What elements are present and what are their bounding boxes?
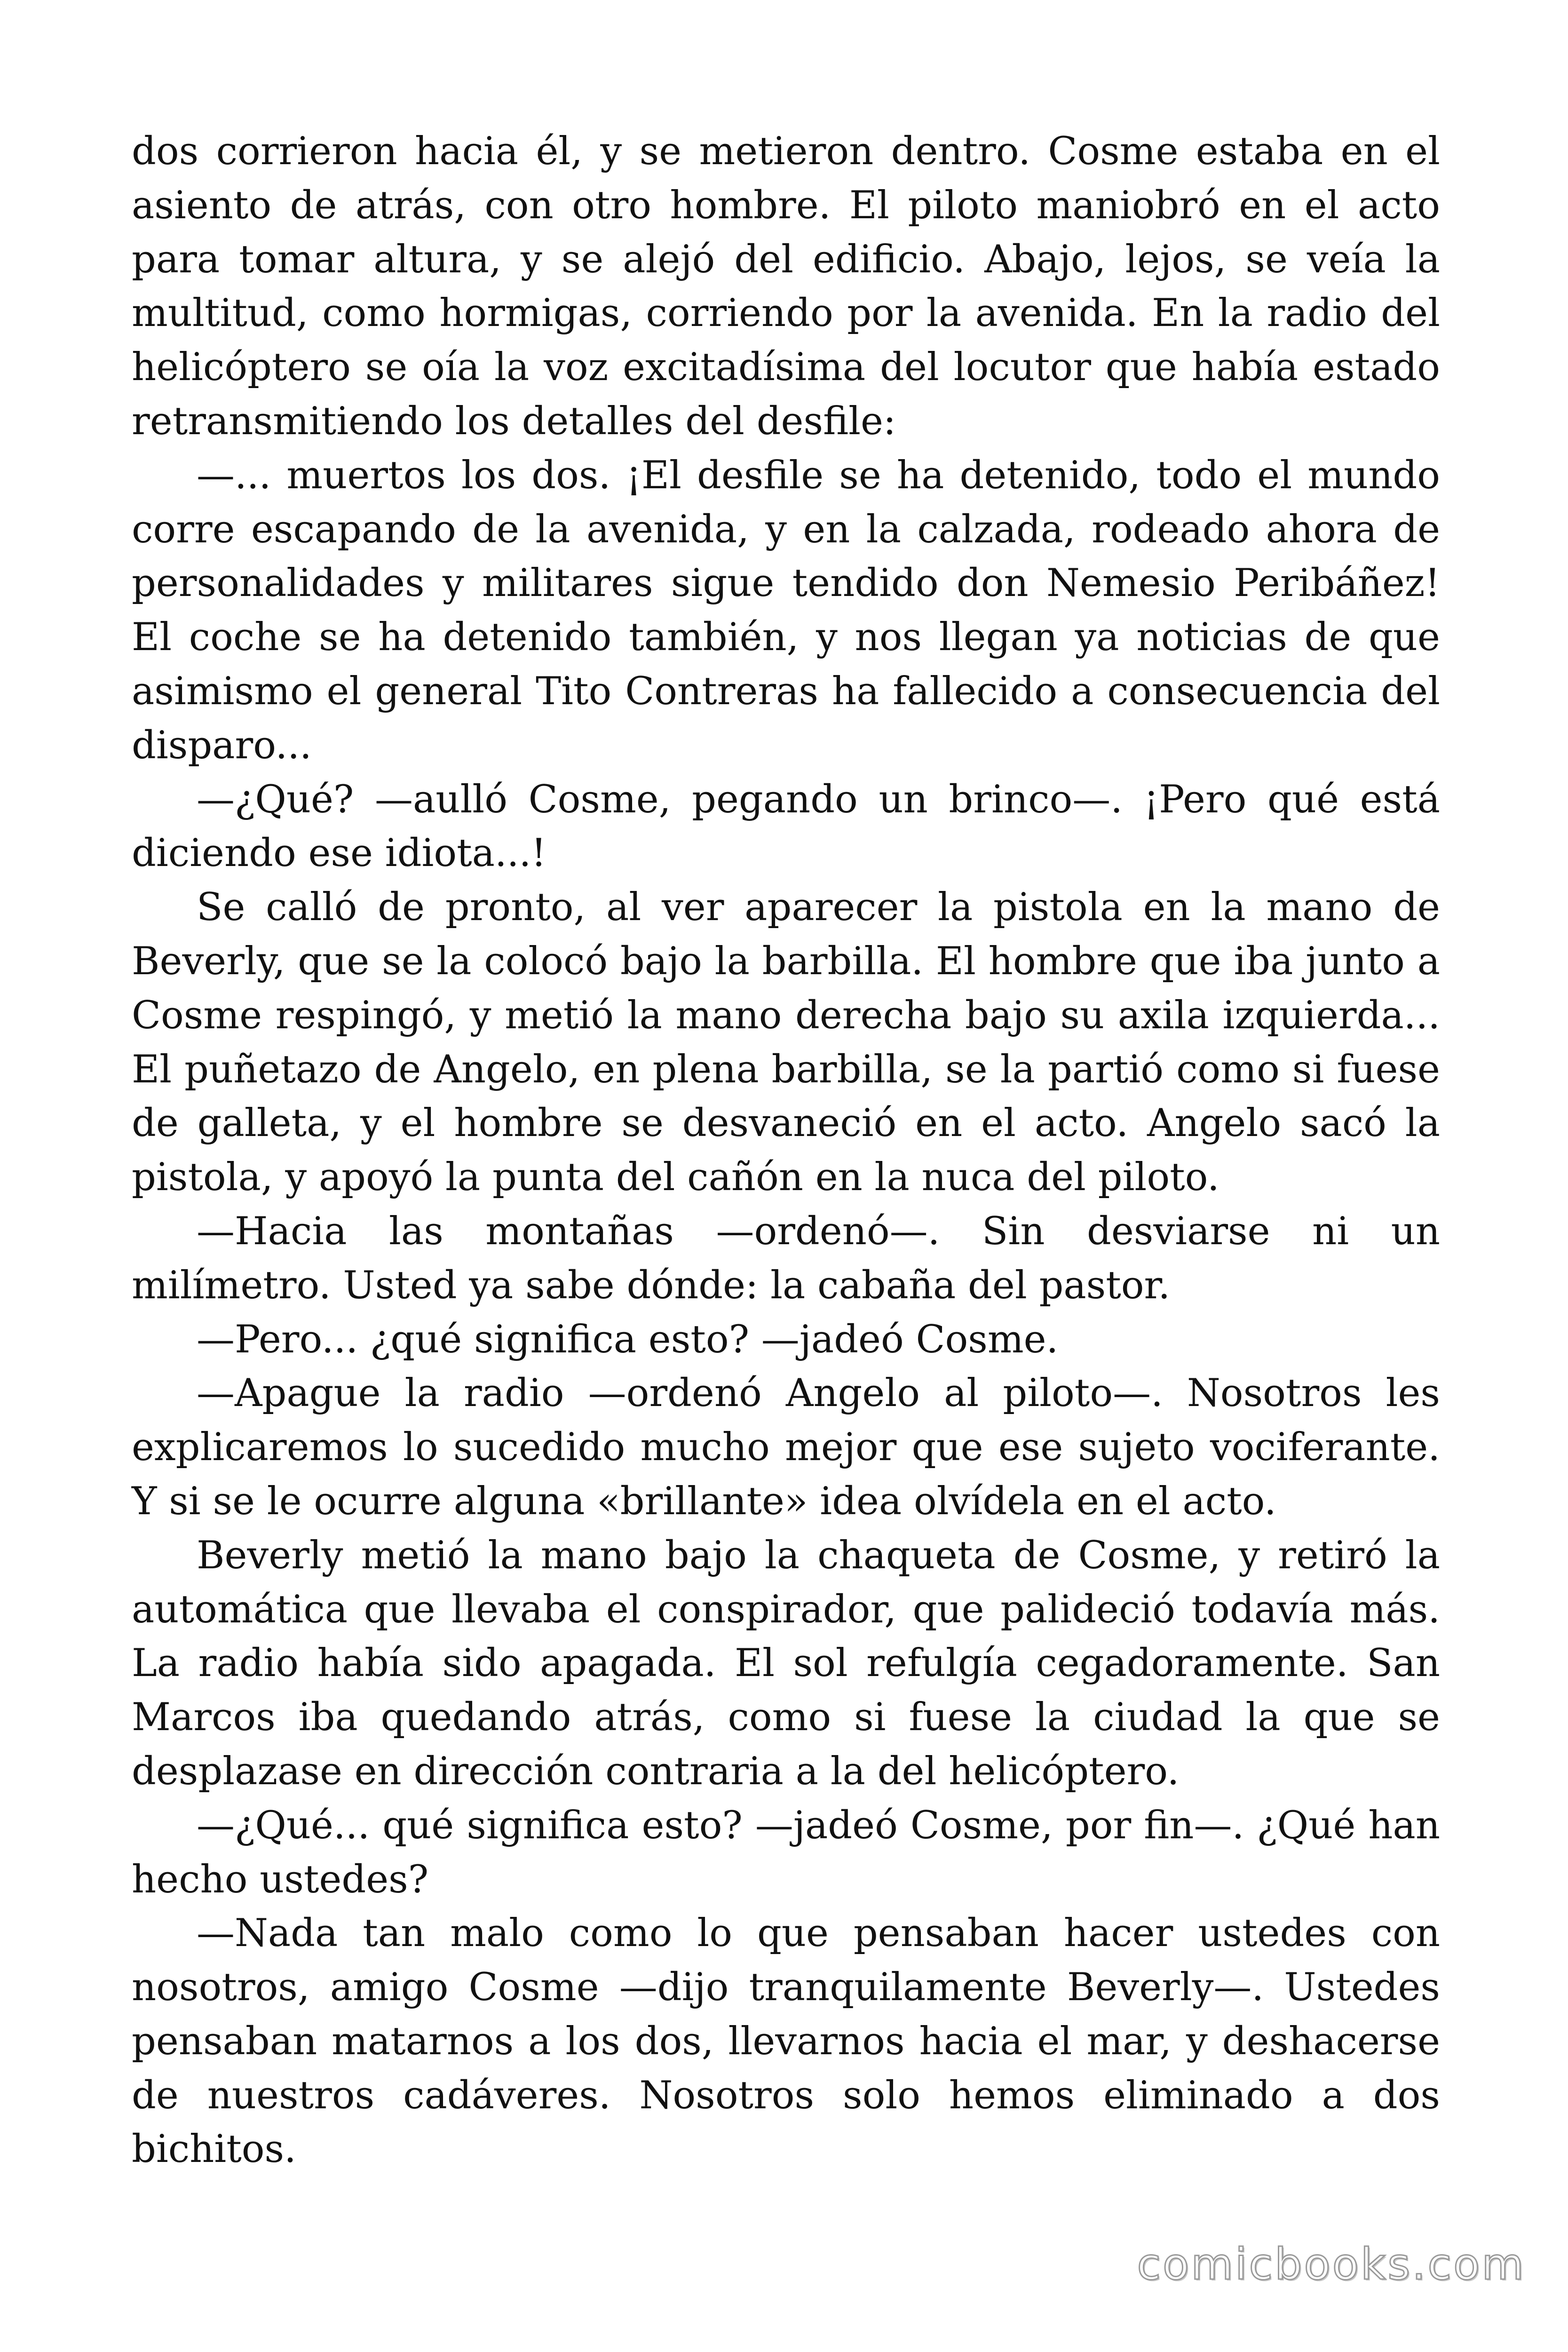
paragraph-7: —Apague la radio —ordenó Angelo al piloto—. Nosotros les explicaremos lo sucedido mucho mejor que ese sujeto vociferante. Y si se le ocurre alguna «brillante» idea olvídela en el acto. <box>132 1371 1440 1524</box>
paragraph-5: —Hacia las montañas —ordenó—. Sin desviarse ni un milímetro. Usted ya sabe dónde: la cabaña del pastor. <box>132 1209 1440 1308</box>
paragraph-8: Beverly metió la mano bajo la chaqueta de Cosme, y retiró la automática que llevaba el conspirador, que palideció todavía más. La radio había sido apagada. El sol refulgía cegadoramente. San Marcos iba quedando atrás, como si fuese la ciudad la que se desplazase en dirección contraria a la del helicóptero. <box>132 1533 1440 1794</box>
watermark: comicbooks.com <box>1137 2239 1526 2289</box>
paragraph-9: —¿Qué... qué significa esto? —jadeó Cosme, por fin—. ¿Qué han hecho ustedes? <box>132 1803 1440 1902</box>
page-body <box>132 125 1440 2177</box>
paragraph-3: —¿Qué? —aulló Cosme, pegando un brinco—. ¡Pero qué está diciendo ese idiota...! <box>132 777 1440 876</box>
paragraph-4: Se calló de pronto, al ver aparecer la pistola en la mano de Beverly, que se la colocó bajo la barbilla. El hombre que iba junto a Cosme respingó, y metió la mano derecha bajo su axila izquierda... El puñetazo de Angelo, en plena barbilla, se la partió como si fuese de galleta, y el hombre se desvaneció en el acto. Angelo sacó la pistola, y apoyó la punta del cañón en la nuca del piloto. <box>132 885 1440 1200</box>
paragraph-1: dos corrieron hacia él, y se metieron dentro. Cosme estaba en el asiento de atrás, con otro hombre. El piloto maniobró en el acto para tomar altura, y se alejó del edificio. Abajo, lejos, se veía la multitud, como hormigas, corriendo por la avenida. En la radio del helicóptero se oía la voz excitadísima del locutor que había estado retransmitiendo los detalles del desfile: <box>132 129 1440 444</box>
paragraph-10: —Nada tan malo como lo que pensaban hacer ustedes con nosotros, amigo Cosme —dijo tranquilamente Beverly—. Ustedes pensaban matarnos a los dos, llevarnos hacia el mar, y deshacerse de nuestros cadáveres. Nosotros solo hemos eliminado a dos bichitos. <box>132 1911 1440 2172</box>
paragraph-2: —... muertos los dos. ¡El desfile se ha detenido, todo el mundo corre escapando de la avenida, y en la calzada, rodeado ahora de personalidades y militares sigue tendido don Nemesio Peribáñez! El coche se ha detenido también, y nos llegan ya noticias de que asimismo el general Tito Contreras ha fallecido a consecuencia del disparo... <box>132 453 1440 768</box>
paragraph-6: —Pero... ¿qué significa esto? —jadeó Cosme. <box>197 1317 1059 1362</box>
